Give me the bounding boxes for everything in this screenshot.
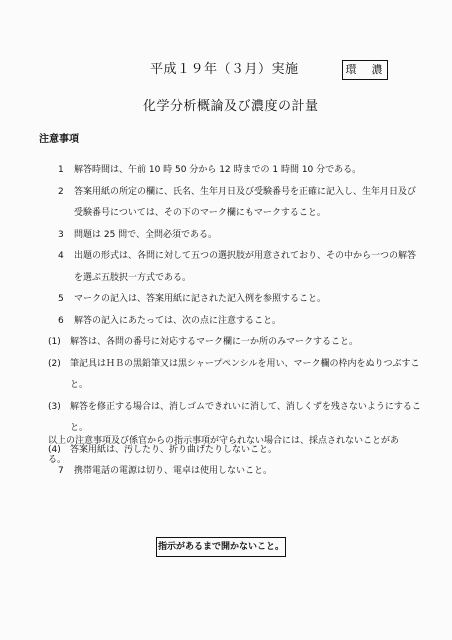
exam-title: 化学分析概論及び濃度の計量 <box>143 99 319 114</box>
instruction-item <box>58 225 422 247</box>
subitem-text: 答案用紙は、汚したり、折り曲げたりしないこと。 <box>70 444 278 455</box>
instruction-text: 出題の形式は、各問に対して五つの選択肢が用意されており、その中から一つの解答を選ぶ五肢択一方式である。 <box>74 251 417 283</box>
subitem-text: 解答を修正する場合は、消しゴムできれいに消して、消しくずを残さないようにすること。 <box>70 401 421 433</box>
instruction-number: 2 <box>58 186 64 197</box>
instruction-number: 5 <box>58 294 64 304</box>
instruction-subitem <box>48 332 422 354</box>
subitem-number: (2) <box>48 358 61 369</box>
subitem-number: (1) <box>48 337 61 347</box>
subitem-number: (4) <box>48 444 61 455</box>
closing-text: 以上の注意事項及び係官からの指示事項が守られない場合には、採点されないことがある。 <box>48 436 400 465</box>
instruction-item <box>58 289 422 311</box>
instruction-text: 携帯電話の電源は切り、電卓は使用しないこと。 <box>74 466 273 476</box>
instruction-text: 問題は 25 問で、全問必須である。 <box>74 229 217 240</box>
instruction-item <box>58 160 422 182</box>
notes-heading: 注意事項 <box>39 134 79 145</box>
instruction-number: 1 <box>58 165 64 175</box>
subject-badge: 環 濃 <box>342 60 388 80</box>
instruction-item <box>58 311 422 333</box>
instruction-item <box>58 182 422 225</box>
instruction-text: 解答の記入にあたっては、次の点に注意すること。 <box>74 315 282 326</box>
subitem-text: 筆記具はＨＢの黒鉛筆又は黒シャープペンシルを用い、マーク欄の枠内をぬりつぶすこと。 <box>70 358 420 390</box>
instruction-number: 3 <box>58 229 64 240</box>
exam-date-line: 平成１９年（３月）実施 <box>150 62 299 77</box>
instruction-item <box>58 246 422 289</box>
closing-notice <box>40 432 412 470</box>
subitem-number: (3) <box>48 401 61 412</box>
instruction-number: 6 <box>58 315 64 326</box>
instruction-number: 4 <box>58 251 64 261</box>
subitem-text: 解答は、各問の番号に対応するマーク欄に一か所のみマークすること。 <box>70 337 359 347</box>
instruction-text: マークの記入は、答案用紙に記された記入例を参照すること。 <box>74 294 327 304</box>
instruction-number: 7 <box>58 466 64 476</box>
instruction-subitem <box>48 354 422 397</box>
instruction-text: 答案用紙の所定の欄に、氏名、生年月日及び受験番号を正確に記入し、生年月日及び受験番号については、その下のマーク欄にもマークすること。 <box>74 186 417 218</box>
instruction-text: 解答時間は、午前 10 時 50 分から 12 時までの 1 時間 10 分である。 <box>74 165 362 175</box>
do-not-open-notice: 指示があるまで開かないこと。 <box>156 537 286 557</box>
